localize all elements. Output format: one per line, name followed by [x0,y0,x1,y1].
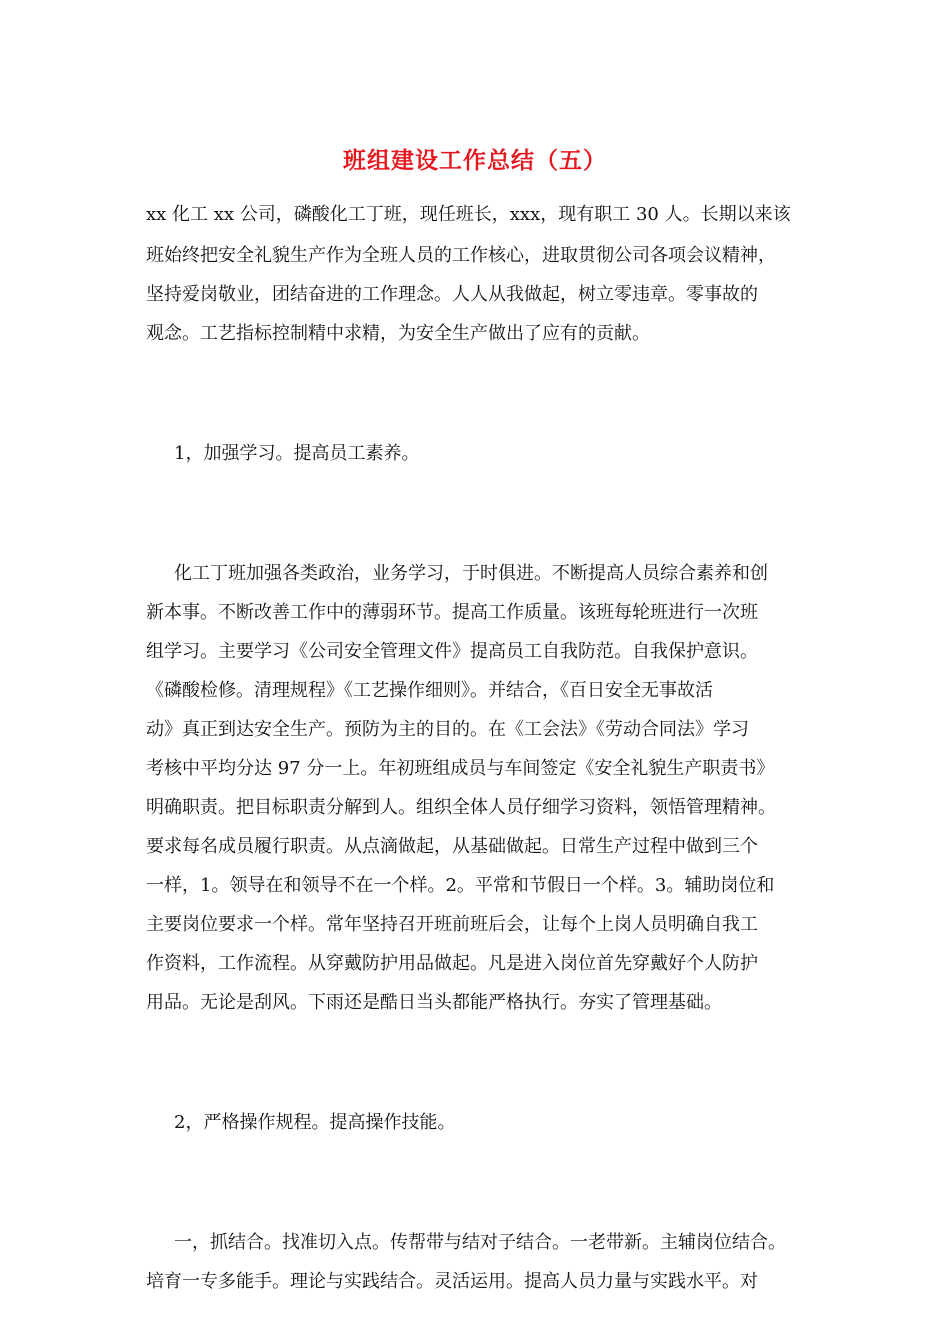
section-heading: 1，加强学习。提高员工素养。 [174,443,420,464]
paragraph-line: 动》真正到达安全生产。预防为主的目的。在《工会法》《劳动合同法》学习 [146,719,749,740]
intro-line: 坚持爱岗敬业，团结奋进的工作理念。人人从我做起，树立零违章。零事故的 [146,284,758,305]
paragraph-line: 化工丁班加强各类政治，业务学习，于时俱进。不断提高人员综合素养和创 [174,563,768,584]
paragraph-line: 培育一专多能手。理论与实践结合。灵活运用。提高人员力量与实践水平。对 [146,1271,758,1292]
section-heading: 2，严格操作规程。提高操作技能。 [174,1112,456,1133]
paragraph-line: 新本事。不断改善工作中的薄弱环节。提高工作质量。该班每轮班进行一次班 [146,602,758,623]
intro-line: 班始终把安全礼貌生产作为全班人员的工作核心，进取贯彻公司各项会议精神， [146,245,776,266]
paragraph-line: 要求每名成员履行职责。从点滴做起，从基础做起。日常生产过程中做到三个 [146,836,758,857]
intro-line: xx 化工 xx 公司，磷酸化工丁班，现任班长，xxx，现有职工 30 人。长期以来该 [146,204,791,225]
paragraph-line: 主要岗位要求一个样。常年坚持召开班前班后会，让每个上岗人员明确自我工 [146,914,758,935]
paragraph-line: 作资料，工作流程。从穿戴防护用品做起。凡是进入岗位首先穿戴好个人防护 [146,953,758,974]
paragraph-line: 用品。无论是刮风。下雨还是酷日当头都能严格执行。夯实了管理基础。 [146,992,722,1013]
paragraph-line: 明确职责。把目标职责分解到人。组织全体人员仔细学习资料，领悟管理精神。 [146,797,776,818]
paragraph-line: 《磷酸检修。清理规程》《工艺操作细则》。并结合，《百日安全无事故活 [146,680,713,701]
document-title: 班组建设工作总结（五） [343,147,607,174]
paragraph-line: 一样，1。领导在和领导不在一个样。2。平常和节假日一个样。3。辅助岗位和 [146,875,775,896]
paragraph-line: 一，抓结合。找准切入点。传帮带与结对子结合。一老带新。主辅岗位结合。 [174,1232,786,1253]
intro-line: 观念。工艺指标控制精中求精，为安全生产做出了应有的贡献。 [146,323,650,344]
paragraph-line: 组学习。主要学习《公司安全管理文件》提高员工自我防范。自我保护意识。 [146,641,758,662]
paragraph-line: 考核中平均分达 97 分一上。年初班组成员与车间签定《安全礼貌生产职责书》 [146,758,775,779]
